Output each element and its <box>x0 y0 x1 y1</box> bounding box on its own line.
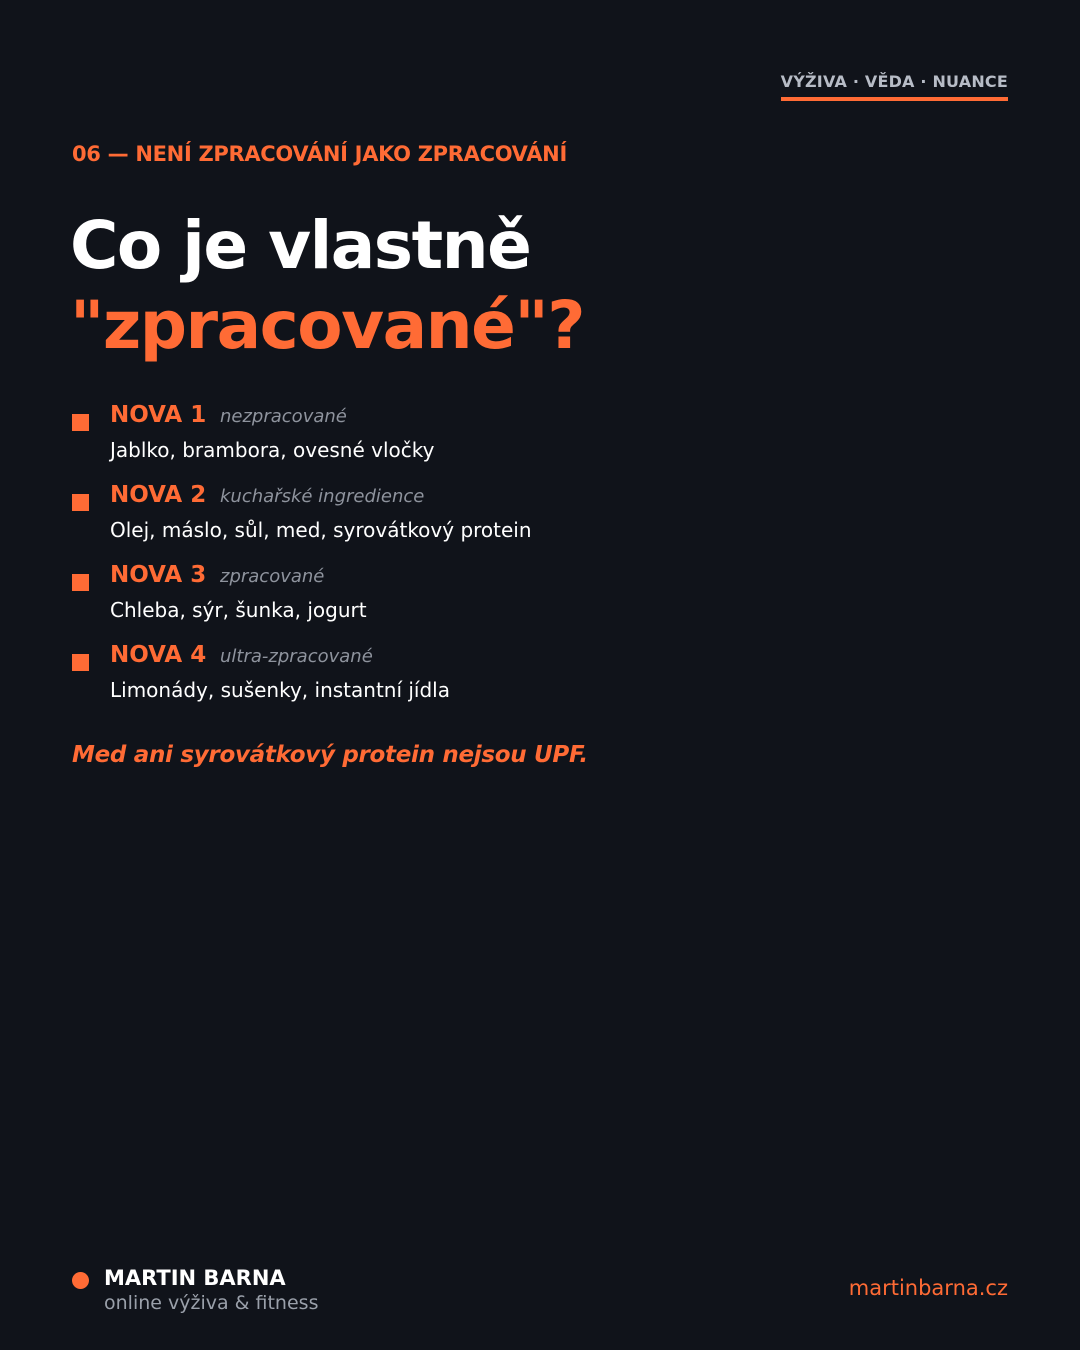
highlight-note: Med ani syrovátkový protein nejsou UPF. <box>72 742 588 768</box>
nova-title: NOVA 3 <box>110 562 207 588</box>
headline-line-2: "zpracované"? <box>70 287 585 364</box>
square-bullet-icon <box>72 654 89 671</box>
nova-item-2 <box>72 480 772 560</box>
headline-line-1: Co je vlastně <box>70 207 531 284</box>
nova-title: NOVA 1 <box>110 402 207 428</box>
nova-examples: Limonády, sušenky, instantní jídla <box>110 678 450 702</box>
nova-description: ultra-zpracované <box>220 646 373 667</box>
nova-examples: Olej, máslo, sůl, med, syrovátkový protein <box>110 518 532 542</box>
nova-item-3 <box>72 560 772 640</box>
nova-item-1 <box>72 400 772 480</box>
brand-dot-icon <box>72 1272 89 1289</box>
nova-description: kuchařské ingredience <box>220 486 425 507</box>
author-name: MARTIN BARNA <box>104 1266 286 1290</box>
nova-examples: Chleba, sýr, šunka, jogurt <box>110 598 367 622</box>
square-bullet-icon <box>72 574 89 591</box>
square-bullet-icon <box>72 494 89 511</box>
nova-title: NOVA 2 <box>110 482 207 508</box>
nova-description: zpracované <box>220 566 325 587</box>
nova-list <box>72 400 772 720</box>
square-bullet-icon <box>72 414 89 431</box>
nova-examples: Jablko, brambora, ovesné vločky <box>110 438 435 462</box>
nova-title: NOVA 4 <box>110 642 207 668</box>
author-tagline: online výživa & fitness <box>104 1292 319 1314</box>
nova-description: nezpracované <box>220 406 347 427</box>
headline <box>70 206 584 366</box>
slide-kicker: 06 — NENÍ ZPRACOVÁNÍ JAKO ZPRACOVÁNÍ <box>72 142 567 166</box>
nova-item-4 <box>72 640 772 720</box>
website-link[interactable]: martinbarna.cz <box>848 1276 1008 1300</box>
topic-tag: VÝŽIVA · VĚDA · NUANCE <box>781 72 1008 101</box>
